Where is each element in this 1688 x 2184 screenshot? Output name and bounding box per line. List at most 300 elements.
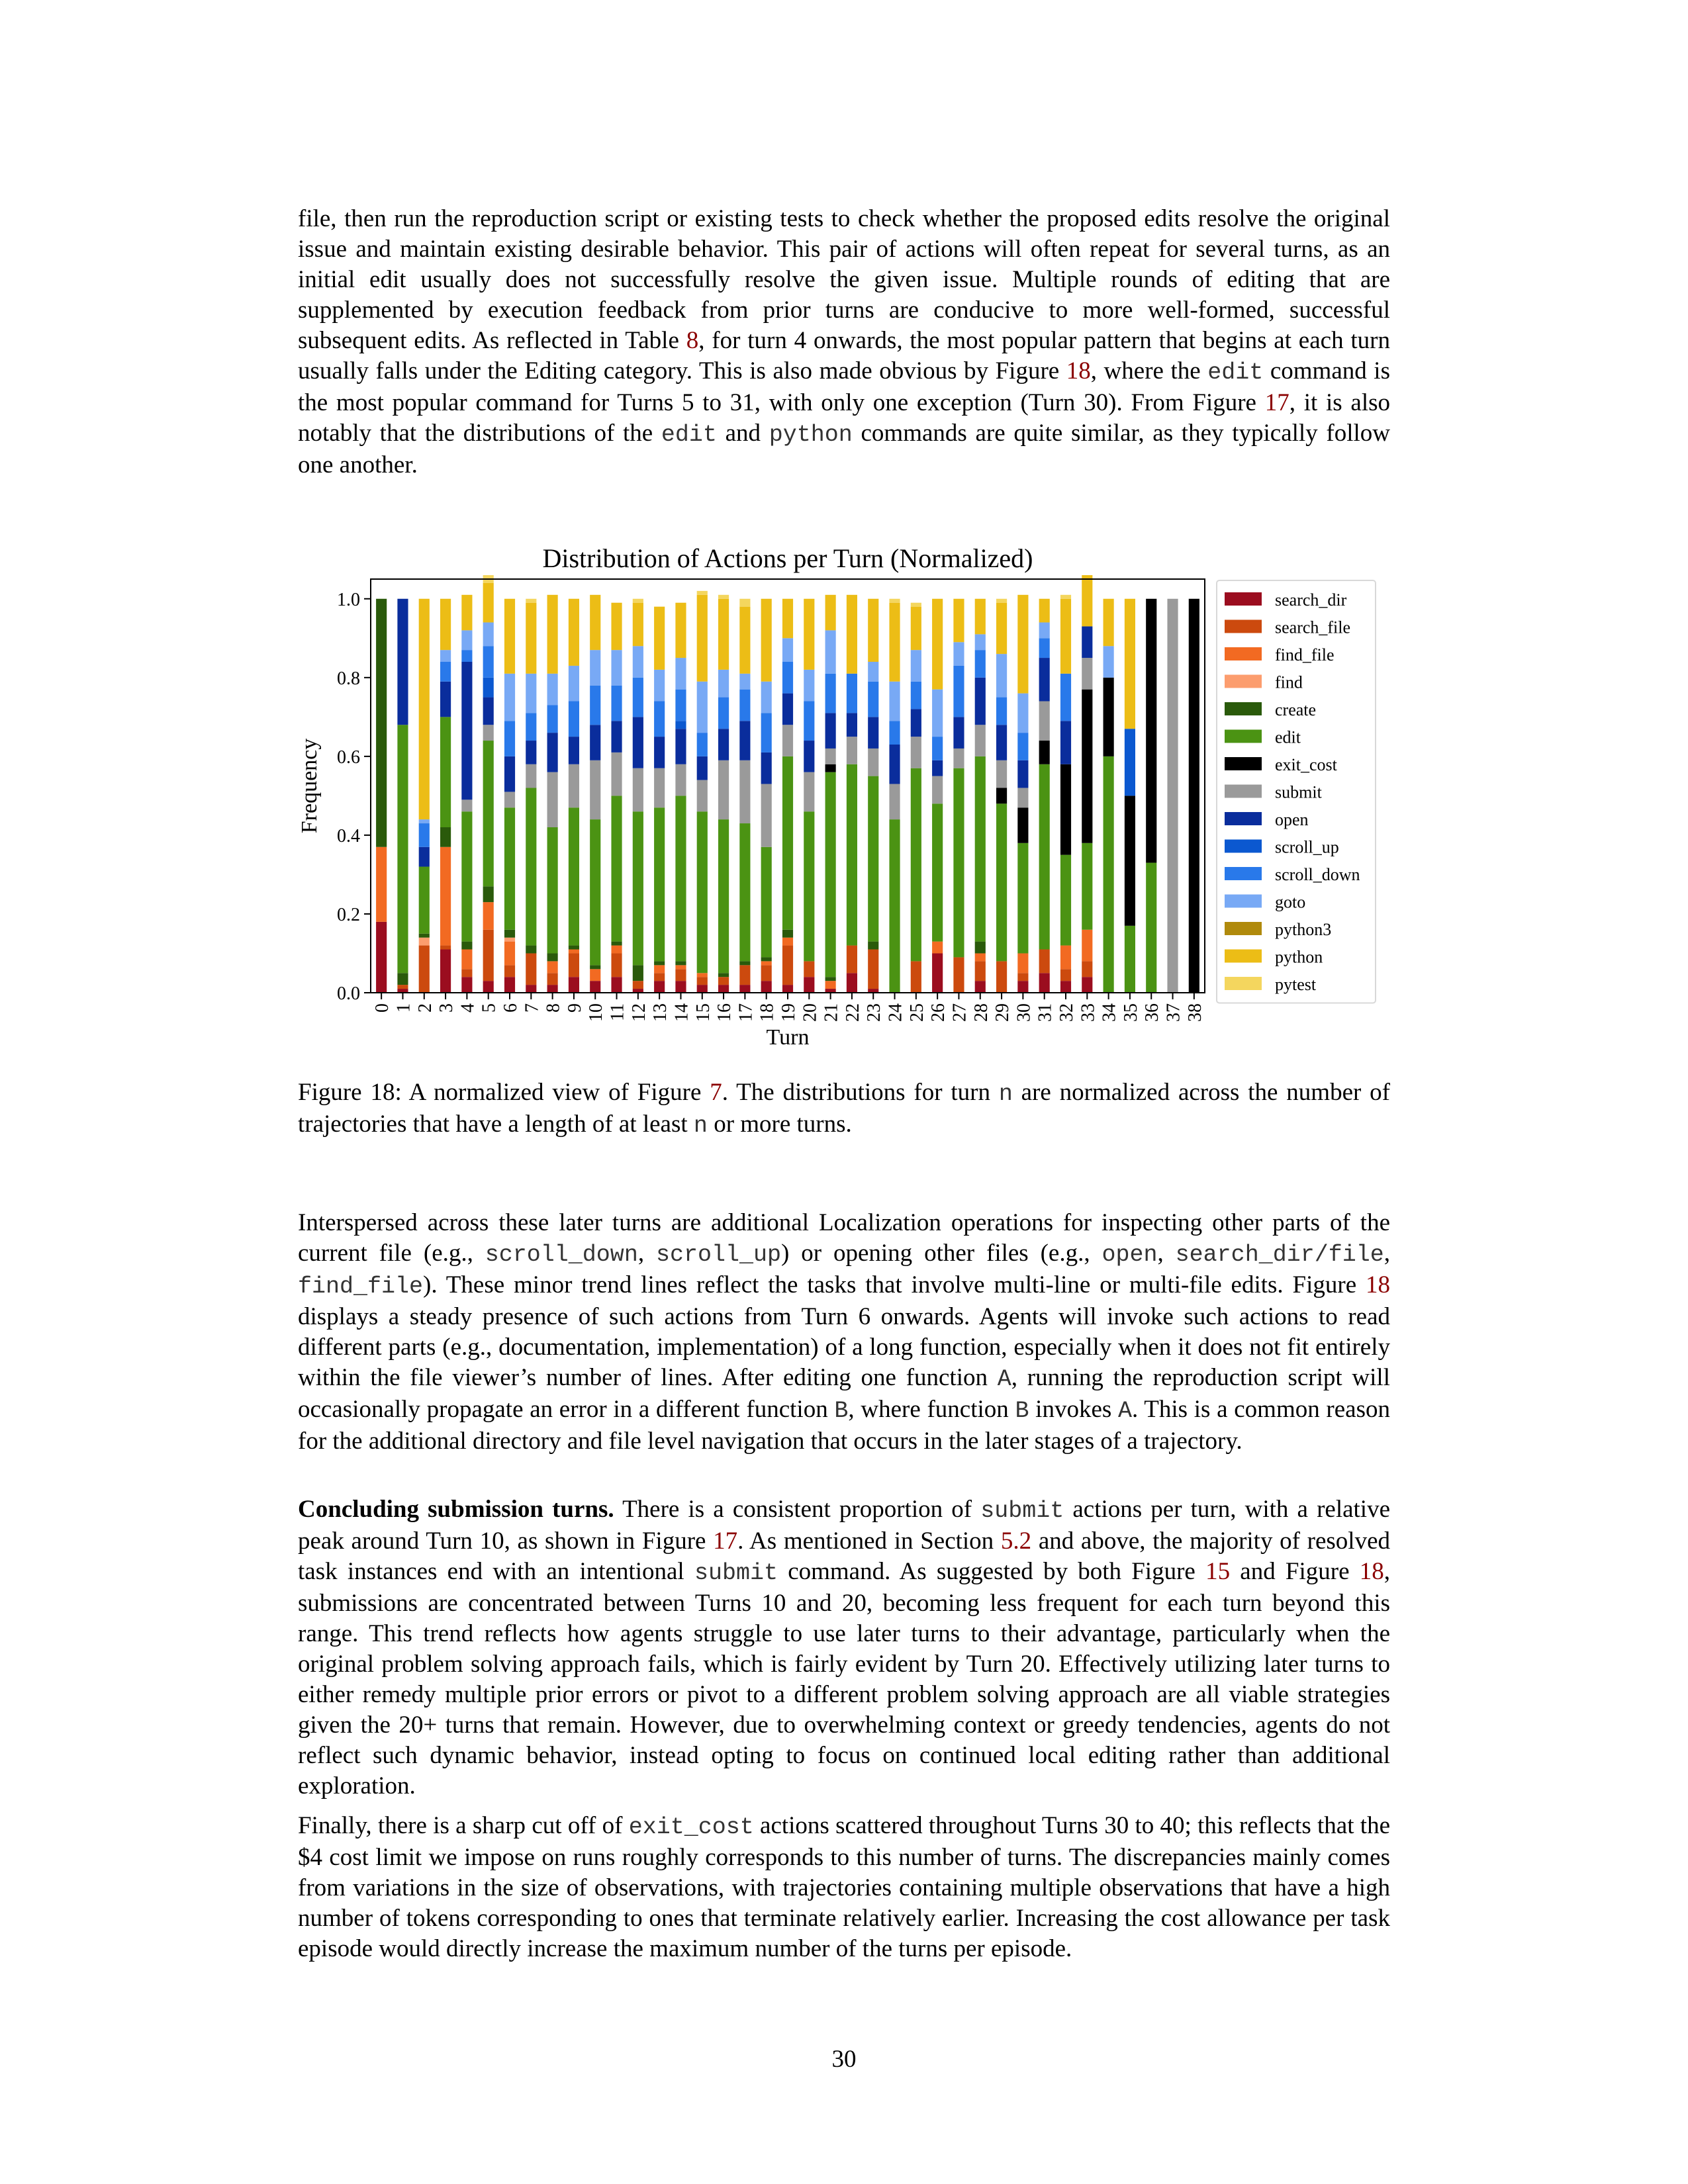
figure-ref-link[interactable]: 18 [1359,1558,1384,1585]
bar-segment-submit [675,764,686,796]
y-tick-label: 0.0 [337,983,360,1004]
bar-segment-scroll-down [697,733,708,756]
bar-segment-scroll-down [804,702,814,741]
bar-segment-goto [975,634,986,650]
y-axis-label: Frequency [297,738,322,834]
bar-segment-scroll-down [847,674,857,713]
bar-segment-python [1103,599,1114,646]
bar-segment-scroll-down [675,690,686,721]
bar-segment-submit [718,760,729,819]
bar-segment-scroll-up [675,721,686,729]
bar-segment-open [569,737,579,764]
bar-segment-search-file [461,969,472,977]
bar-segment-create [782,930,793,938]
bar-segment-python [868,599,878,662]
x-tick-label: 27 [949,1003,970,1022]
legend-label: python [1275,947,1323,967]
legend-swatch [1225,922,1262,935]
legend-swatch [1225,785,1262,798]
bar-segment-python [825,595,836,631]
bar-segment-scroll-down [1017,733,1028,760]
bar-segment-scroll-down [1060,674,1071,721]
bar-segment-create [590,965,600,969]
bar-segment-edit [868,776,878,942]
x-tick-label: 38 [1184,1003,1205,1022]
bar-segment-search-dir [782,985,793,993]
inline-code: find_file [298,1273,424,1300]
bar-segment-goto [868,662,878,682]
bar-segment-edit [847,764,857,946]
legend-swatch [1225,702,1262,715]
legend-label: goto [1275,892,1306,912]
paragraph-localization [298,1208,1390,1457]
bar-segment-submit [633,768,643,811]
x-tick-label: 26 [928,1003,949,1022]
section-ref-link[interactable]: 5.2 [1000,1527,1032,1555]
bar-segment-scroll-down [569,702,579,737]
figure-18 [291,539,1417,1062]
bar-segment-search-file [804,961,814,977]
legend-swatch [1225,867,1262,880]
bar-segment-open [761,752,772,784]
bar-segment-search-dir [697,985,708,993]
x-tick-label: 13 [650,1003,671,1022]
bar-segment-edit [1082,843,1092,930]
bar-segment-create [975,942,986,954]
inline-code: A [997,1366,1011,1392]
bar-segment-search-file [1039,950,1050,974]
bar-segment-search-dir [739,985,750,993]
bar-segment-create [739,961,750,965]
bar-segment-goto [761,682,772,713]
x-tick-label: 14 [671,1003,692,1022]
bar-segment-edit [483,741,494,886]
x-tick-label: 2 [414,1003,436,1013]
bar-segment-create [526,946,536,954]
bar-segment-search-dir [847,973,857,993]
figure-ref-link[interactable]: 7 [710,1079,722,1106]
bar-segment-scroll-down [547,705,558,733]
bar-segment-find-file [611,946,622,954]
stacked-bar-chart [291,539,1417,1062]
bar-segment-python [697,595,708,682]
legend-swatch [1225,895,1262,908]
paragraph-heading: Concluding submission turns. [298,1496,614,1523]
bar-segment-goto [996,654,1007,697]
page-number: 30 [831,2046,857,2073]
bar-segment-submit [547,772,558,827]
bar-segment-edit [761,847,772,958]
bar-segment-open [847,713,857,737]
bar-segment-submit [1017,788,1028,807]
bar-segment-submit [996,760,1007,788]
x-tick-label: 0 [372,1003,393,1013]
x-tick-label: 21 [821,1003,842,1022]
bar-segment-open [889,745,900,784]
bar-segment-find-file [376,847,387,922]
bar-segment-find-file [975,953,986,961]
bar-segment-submit [611,752,622,796]
x-tick-label: 17 [735,1003,757,1022]
bar-segment-open [504,756,515,792]
bar-segment-scroll-down [504,721,515,756]
bar-segment-python [440,599,451,650]
legend-label: open [1275,810,1309,829]
bar-segment-search-file [911,961,921,993]
bar-segment-submit [461,799,472,811]
bar-segment-search-dir [1082,977,1092,993]
bar-segment-goto [932,690,943,737]
bar-segment-python [569,599,579,666]
inline-code: scroll_down [485,1242,638,1268]
bar-segment-find [419,938,430,946]
bar-segment-search-file [547,973,558,985]
bar-segment-edit [697,811,708,973]
bar-segment-edit [975,756,986,942]
bar-segment-create [633,965,643,981]
bar-segment-pytest [697,591,708,595]
y-tick-label: 0.2 [337,904,360,925]
bar-segment-goto [718,670,729,698]
bar-segment-open [590,725,600,760]
bar-segment-submit [782,725,793,756]
bar-segment-pytest [718,595,729,599]
table-ref-link[interactable]: 8 [686,327,699,354]
inline-code: scroll_up [655,1242,782,1268]
bar-segment-submit [868,749,878,776]
bar-segment-goto [1017,694,1028,733]
x-tick-label: 7 [522,1003,543,1013]
x-tick-label: 36 [1142,1003,1163,1022]
bar-segment-edit [461,811,472,941]
bar-segment-search-file [654,973,665,981]
bar-segment-open [547,733,558,772]
bar-segment-goto [504,674,515,721]
bar-segment-open [1017,760,1028,788]
bar-segment-search-dir [932,953,943,993]
bar-segment-search-file [419,946,430,993]
bar-segment-goto [889,682,900,721]
bar-segment-goto [633,646,643,678]
bar-segment-search-dir [1039,973,1050,993]
bar-segment-python [889,603,900,682]
bar-segment-find-file [461,950,472,970]
bar-segment-search-file [1082,961,1092,977]
bar-segment-create [483,886,494,902]
bar-segment-create [376,599,387,847]
figure-ref-link[interactable]: 18 [1366,1271,1390,1298]
bar-segment-goto [782,638,793,662]
x-tick-label: 8 [543,1003,564,1013]
bar-segment-open [483,698,494,725]
bar-segment-edit [569,807,579,945]
bar-segment-goto [611,650,622,686]
bar-segment-search-dir [440,950,451,993]
x-tick-label: 19 [778,1003,799,1022]
x-tick-label: 23 [864,1003,885,1022]
bar-segment-search-dir [975,981,986,993]
legend-label: edit [1275,727,1301,747]
bar-segment-edit [526,788,536,945]
bar-segment-open [782,694,793,725]
bar-segment-goto [547,674,558,705]
bar-segment-python [761,599,772,682]
bar-segment-open [654,737,665,768]
bar-segment-create [868,942,878,950]
legend-label: search_file [1275,617,1351,637]
bar-segment-create [440,827,451,847]
bar-segment-scroll-down [461,650,472,662]
bar-segment-submit [504,792,515,807]
legend-swatch [1225,950,1262,963]
y-tick-label: 0.6 [337,747,360,768]
bar-segment-create [654,961,665,965]
bar-segment-submit [739,760,750,823]
bar-segment-pytest [739,599,750,607]
bar-segment-search-dir [718,985,729,993]
bar-segment-edit [1146,863,1156,993]
legend-label: scroll_down [1275,865,1360,884]
bar-segment-edit [504,807,515,930]
legend-swatch [1225,977,1262,990]
bar-segment-edit [825,772,836,978]
bar-segment-create [569,946,579,950]
bar-segment-python [1082,575,1092,626]
bar-segment-submit [1039,702,1050,741]
bar-segment-open [996,725,1007,760]
bar-segment-search-dir [1017,981,1028,993]
bar-segment-open [633,717,643,768]
x-tick-label: 4 [457,1003,479,1013]
bar-segment-scroll-down [718,698,729,729]
caption-text: Figure 18: A normalized view of Figure 7. The distributions for turn n are normalized across the number of trajectories that have a length of at least n or more turns. [298,1079,1390,1139]
bar-segment-search-file [611,953,622,977]
x-tick-label: 33 [1078,1003,1099,1022]
bar-segment-edit [1103,756,1114,993]
legend-label: find_file [1275,645,1335,664]
bar-segment-python [975,599,986,635]
bar-segment-submit [953,749,964,768]
bar-segment-search-file [483,930,494,981]
legend-swatch [1225,757,1262,770]
bar-segment-find-file [675,965,686,969]
bar-segment-find-file [654,965,665,973]
bar-segment-exit-cost [1060,764,1071,855]
bar-segment-edit [889,819,900,993]
figure-ref-link[interactable]: 18 [1066,357,1091,385]
x-tick-label: 10 [586,1003,607,1022]
x-tick-label: 1 [393,1003,414,1013]
bar-segment-search-dir [675,981,686,993]
x-tick-label: 6 [500,1003,521,1013]
bar-segment-goto [739,674,750,690]
bar-segment-search-file [782,946,793,985]
inline-code: B [1015,1398,1029,1424]
x-tick-label: 11 [607,1003,628,1021]
bar-segment-create [718,973,729,977]
bar-segment-find-file [782,938,793,946]
bar-segment-search-dir [611,977,622,993]
bar-segment-python [419,599,430,819]
bar-segment-find [504,938,515,942]
legend-label: python3 [1275,920,1332,939]
inline-code: submit [694,1560,778,1586]
inline-code: edit [661,422,717,448]
bar-segment-python [590,595,600,650]
bar-segment-edit [675,796,686,961]
bar-segment-goto [1103,646,1114,678]
bar-segment-edit [633,811,643,965]
chart-title: Distribution of Actions per Turn (Normalized) [542,543,1033,573]
bar-segment-search-file [697,977,708,985]
bar-segment-create [419,934,430,938]
figure-ref-link[interactable]: 15 [1205,1558,1231,1585]
bar-segment-edit [1125,926,1135,993]
x-tick-label: 31 [1035,1003,1056,1022]
bar-segment-submit [847,737,857,764]
bar-segment-search-file [504,965,515,977]
bar-segment-create [675,961,686,965]
bar-segment-search-file [675,969,686,981]
bar-segment-edit [1017,843,1028,954]
bar-segment-scroll-down [782,662,793,694]
legend-swatch [1225,620,1262,633]
bar-segment-search-dir [504,977,515,993]
bar-segment-python [526,603,536,674]
bar-segment-find-file [697,973,708,977]
bar-segment-scroll-down [611,686,622,721]
figure-ref-link[interactable]: 17 [1264,389,1289,416]
bar-segment-edit [611,796,622,941]
bar-segment-edit [782,756,793,930]
paragraph-editing-patterns [298,204,1390,480]
bar-segment-search-file [718,977,729,985]
bar-segment-find-file [1017,953,1028,973]
x-axis-label: Turn [766,1025,810,1050]
bar-segment-find-file [547,961,558,973]
bar-segment-exit-cost [1039,741,1050,764]
legend-swatch [1225,647,1262,660]
bar-segment-submit [825,749,836,764]
bar-segment-python [611,603,622,650]
bar-segment-python [932,599,943,690]
bar-segment-scroll-down [654,702,665,737]
bar-segment-submit [804,772,814,812]
paragraph-submission [298,1494,1390,1801]
bar-segment-search-file [996,961,1007,993]
inline-code: n [998,1081,1013,1107]
bar-segment-goto [1039,622,1050,638]
bar-segment-find-file [761,961,772,965]
inline-code: open [1102,1242,1158,1268]
bar-segment-search-dir [461,977,472,993]
bar-segment-pytest [889,599,900,603]
x-tick-label: 30 [1013,1003,1035,1022]
bar-segment-python [911,607,921,650]
bar-segment-create [397,973,408,985]
bar-segment-find-file [932,942,943,954]
bar-segment-scroll-down [911,682,921,709]
x-tick-label: 24 [885,1003,906,1022]
x-tick-label: 37 [1163,1003,1184,1022]
figure-ref-link[interactable]: 17 [713,1527,738,1555]
bar-segment-goto [419,819,430,823]
bar-segment-scroll-down [996,698,1007,725]
bar-segment-create [761,957,772,961]
legend-swatch [1225,812,1262,825]
x-tick-label: 18 [757,1003,778,1022]
bar-segment-python [504,599,515,674]
inline-code: B [834,1398,849,1424]
bar-segment-python [1017,595,1028,694]
bar-segment-edit [547,827,558,953]
legend-label: pytest [1275,975,1317,994]
inline-code: python [769,422,853,448]
bar-segment-search-file [440,946,451,950]
bar-segment-python [1039,599,1050,623]
inline-code: exit_cost [628,1814,754,1841]
bar-segment-python [996,603,1007,654]
bar-segment-pytest [1060,595,1071,599]
bar-segment-open [825,713,836,749]
bar-segment-search-file [397,985,408,989]
bar-segment-search-file [526,953,536,985]
bar-segment-exit-cost [1103,678,1114,756]
bar-segment-open [1082,626,1092,658]
bar-segment-open [804,741,814,772]
legend-label: exit_cost [1275,755,1337,774]
bar-segment-edit [397,725,408,973]
bar-segment-scroll-down [932,737,943,760]
bar-segment-find-file [440,847,451,946]
bar-segment-submit [1167,599,1178,993]
bar-segment-search-dir [1060,981,1071,993]
bar-segment-edit [911,768,921,962]
bar-segment-find-file [483,902,494,930]
inline-code: edit [1207,359,1264,386]
bar-segment-open [611,721,622,752]
bar-segment-scroll-down [953,666,964,717]
bar-segment-exit-cost [1125,796,1135,925]
bar-segment-open [526,741,536,764]
bar-segment-python [633,603,643,646]
bar-segment-scroll-down [590,686,600,725]
inline-code: submit [980,1498,1064,1524]
bar-segment-scroll-down [739,690,750,721]
legend-label: submit [1275,782,1322,802]
bar-segment-python [782,599,793,639]
bar-segment-exit-cost [1189,599,1199,993]
bar-segment-goto [654,670,665,702]
bar-segment-edit [953,768,964,958]
bar-segment-submit [569,764,579,807]
paragraph-text: Concluding submission turns. There is a consistent proportion of submit actions per turn, with a relative peak around Turn 10, as shown in Figure 17. As mentioned in Section 5.2 and above, the majority of resolved task instances end with an intentional submit command. As suggested by both Figure 15 and Figure 18, submissions are concentrated between Turns 10 and 20, becoming less frequent for each turn beyond this range. This trend reflects how agents struggle to use later turns to their advantage, particularly when the original problem solving approach fails, which is fairly evident by Turn 20. Effectively utilizing later turns to either remedy multiple prior errors or pivot to a different problem solving approach are all viable strategies given the 20+ turns that remain. However, due to overwhelming context or greedy tendencies, agents do not reflect such dynamic behavior, instead opting to focus on continued local editing rather than additional exploration. [298,1496,1391,1799]
x-tick-label: 9 [564,1003,585,1013]
bar-segment-scroll-down [1039,638,1050,658]
bar-segment-submit [654,768,665,808]
bar-segment-open [932,760,943,776]
bar-segment-search-file [633,981,643,989]
bar-segment-goto [804,670,814,702]
bar-segment-open [718,729,729,760]
bar-segment-open [397,599,408,725]
bar-segment-search-file [953,957,964,993]
bar-segment-goto [461,630,472,650]
bar-segment-submit [975,725,986,756]
bar-segment-pytest [633,599,643,603]
bar-segment-python [847,595,857,674]
bar-segment-scroll-down [975,650,986,678]
